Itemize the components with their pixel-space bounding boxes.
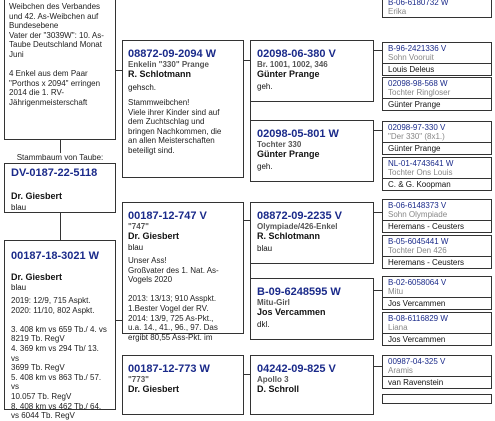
grandsire-owner: Dr. Giesbert [128,231,180,241]
c3-b2-ring: 02098-05-801 W [257,128,339,140]
connector [60,140,61,153]
top-note-text: Weibchen des Verbandes und 42. As-Weibchen auf Bundesebene Vater der "3039W": 10. As- Taube Deutschland Monat Juni 4 Enkel aus dem Paar "Porthos x 2094" erringen 2014 die 1. RV- Jährigenmeisterschaft [9,2,104,107]
sire-dam-sire-box [250,40,374,102]
c3-b4-ring: B-09-6248595 W [257,286,341,298]
dam-sub: Enkelin "330" Prange [128,60,209,69]
subject-box [4,163,116,213]
g6-owner: Heremans - Ceusters [383,256,491,268]
father-text: 2019: 12/9, 715 Aspkt. 2020: 11/10, 802 Aspkt. 3. 408 km vs 659 Tb./ 4. vs 8219 Tb. RegV 4. 369 km vs 294 Tb/ 13. vs 3699 Tb. RegV 5. 408 km vs 863 Tb./ 57. vs 10.057 Tb. RegV 8. 408 km vs 462 Tb./ 64. vs 6044 Tb. RegV [11,296,107,421]
grandsire-color: blau [128,243,144,252]
connector [374,212,382,213]
connector [374,50,382,51]
g0-name: Erika [388,7,407,16]
connector [374,290,382,291]
dam-box [122,40,244,178]
c3-b2-sub: Tochter 330 [257,140,302,149]
c3-b5-box [250,355,374,415]
g6-name: Tochter Den 426 [388,246,447,255]
c3-b5-sub: Apollo 3 [257,375,289,384]
granddam-sub: "773" [128,375,149,384]
g7-owner: Jos Vercammen [383,297,491,309]
father-box [4,240,116,421]
grandsire-sub: "747" [128,222,149,231]
granddam-owner: Dr. Giesbert [128,384,180,394]
dam-text: Stammweibchen! Viele ihrer Kinder sind auf dem Zuchtschlag und bringen Nachkommen, die an allen Meisterschaften beteiligt sind. [128,98,222,155]
c3-b4-color: dkl. [257,320,270,329]
dam-owner: R. Schlotmann [128,69,192,79]
top-note-box [4,0,116,140]
g8-owner: Jos Vercammen [383,333,491,345]
g5-owner: Heremans - Ceusters [383,220,491,232]
g8-name: Liana [388,323,408,332]
grandsire-ring: 00187-12-747 V [128,210,207,222]
c3-b3-sub: Olympiade/426-Enkel [257,222,338,231]
grandsire-box [122,202,244,342]
g1-owner: Louis Deleus [383,63,491,75]
c3-b2-owner: Günter Prange [257,149,320,159]
connector [60,213,61,240]
c3-b1-owner: Günter Prange [257,69,320,79]
g2-ring: 02098-98-568 W [388,79,448,88]
g1-name: Sohn Vooruit [388,53,434,62]
g0-box [382,0,492,18]
g8-ring: B-08-6116829 W [388,314,448,323]
g9-name: Aramis [388,366,413,375]
c3-b3-color: blau [257,244,273,253]
g3-owner: Günter Prange [383,142,491,154]
c3-b2-box [250,120,374,182]
g5-name: Sohn Olympiade [388,210,448,219]
g8-box [382,312,492,346]
c3-b1-color: geh. [257,82,273,91]
dam-ring: 08872-09-2094 W [128,48,217,60]
g5-ring: B-06-6148373 V [388,201,447,210]
c3-b2-color: geh. [257,162,273,171]
g2-owner: Günter Prange [383,98,491,110]
g3-name: "Der 330" (8x1.) [388,132,445,141]
g5-box [382,199,492,233]
father-owner: Dr. Giesbert [11,272,63,282]
granddam-box [122,355,244,415]
subject-ring: DV-0187-22-5118 [11,167,98,179]
c3-b3-owner: R. Schlotmann [257,231,321,241]
g7-name: Mitu [388,287,404,296]
c3-b4-box [250,278,374,340]
g4-owner: C. & G. Koopman [383,178,491,190]
g4-name: Tochter Ons Louis [388,168,453,177]
g9-ring: 00987-04-325 V [388,357,446,366]
g7-box [382,276,492,310]
g4-box [382,157,492,191]
g0-ring: B-06-6180732 W [388,0,449,7]
c3-b5-owner: D. Schroll [257,384,300,394]
father-color: blau [11,283,27,292]
g9-owner: van Ravenstein [383,376,491,388]
c3-b3-ring: 08872-09-2235 V [257,210,343,222]
subject-owner: Dr. Giesbert [11,191,63,201]
g10-box [382,394,492,404]
c3-b4-owner: Jos Vercammen [257,307,326,317]
father-ring: 00187-18-3021 W [11,250,100,262]
subject-color: blau [11,203,27,212]
dam-color: gehsch. [128,83,157,92]
c3-b3-box [250,202,374,264]
g3-box [382,121,492,155]
connector [374,366,382,367]
grandsire-text: Unser Ass! Großvater des 1. Nat. As- Vogels 2020 2013: 13/13; 910 Asspkt. 1.Bester Vogel der RV. 2014: 13/9, 725 As-Pkt., u.a. 14., 41., 96., 97. Das ergibt 80,55 Ass-Pkt. im [128,256,219,342]
c3-b4-sub: Mitu-Girl [257,298,290,307]
g1-ring: B-96-2421336 V [388,44,447,53]
g3-ring: 02098-97-330 V [388,123,446,132]
stammbaum-label: Stammbaum von Taube: [16,153,104,162]
c3-b1-sub: Br. 1001, 1002, 346 [257,60,328,69]
g4-ring: NL-01-4743641 W [388,159,454,168]
c3-b5-ring: 04242-09-825 V [257,363,336,375]
granddam-ring: 00187-12-773 W [128,363,210,375]
g1-box [382,42,492,76]
g6-box [382,235,492,269]
g2-name: Tochter Ringloser [388,88,451,97]
c3-b1-ring: 02098-06-380 V [257,48,336,60]
g9-box [382,355,492,389]
g6-ring: B-05-6045441 W [388,237,449,246]
g7-ring: B-02-6058064 V [388,278,447,287]
g2-box [382,77,492,111]
connector [374,130,382,131]
